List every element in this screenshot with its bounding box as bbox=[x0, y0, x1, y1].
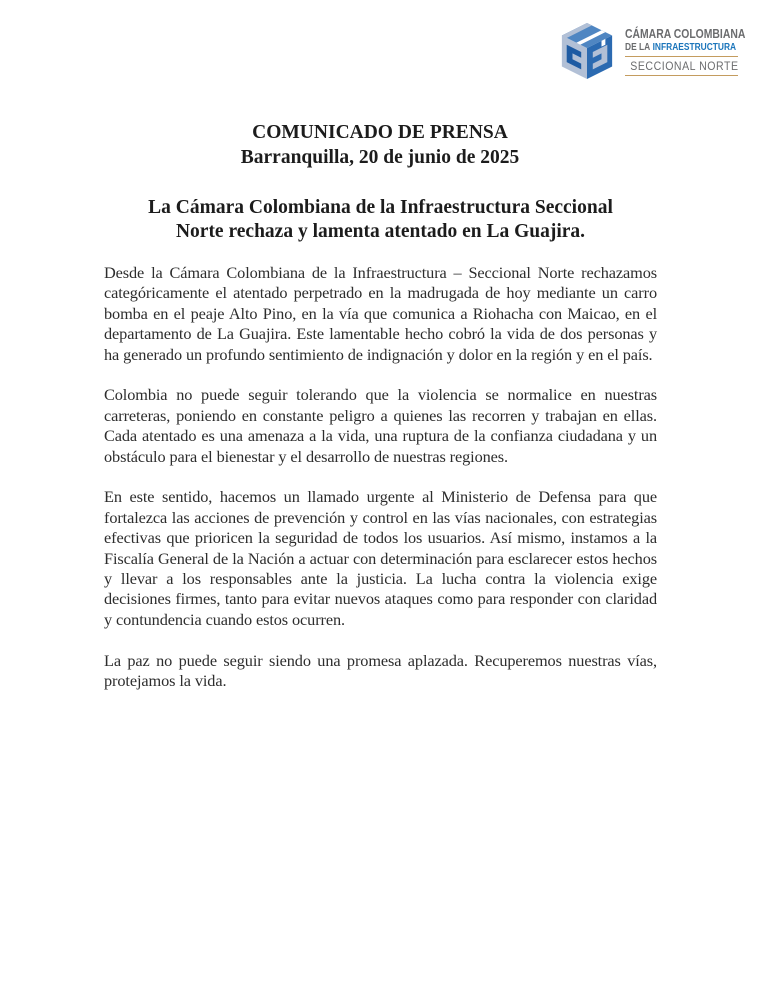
subtitle-line-2: Norte rechaza y lamenta atentado en La Guajira. bbox=[175, 220, 586, 242]
logo-wordmark bbox=[625, 25, 746, 76]
document-body bbox=[104, 263, 657, 712]
logo-divider-bottom bbox=[625, 75, 738, 76]
logo-divider-top bbox=[625, 56, 738, 57]
paragraph-attack-rejection: Desde la Cámara Colombiana de la Infraestructura – Seccional Norte rechazamos categóricamente el atentado perpetrado en la madrugada de hoy mediante un carro bomba en el peaje Alto Pino, en la vía que comunica a Riohacha con Maicao, en el departamento de La Guajira. Este lamentable hecho cobró la vida de dos personas y ha generado un profundo sentimiento de indignación y dolor en la región y en el país. bbox=[104, 263, 657, 364]
logo-org-name-line2 bbox=[625, 40, 737, 53]
logo-infraestructura-text: INFRAESTRUCTURA bbox=[652, 40, 737, 53]
title-line-comunicado: COMUNICADO DE PRENSA bbox=[252, 122, 508, 143]
logo-seccional-norte-text: SECCIONAL NORTE bbox=[630, 58, 739, 73]
paragraph-closing-message: La paz no puede seguir siendo una promesa aplazada. Recuperemos nuestras vías, protejamos la vida. bbox=[104, 650, 657, 691]
cci-cube-icon bbox=[558, 21, 616, 81]
paragraph-call-to-authorities: En este sentido, hacemos un llamado urgente al Ministerio de Defensa para que fortalezca las acciones de prevención y control en las vías nacionales, con estrategias efectivas que prioricen la seguridad de todos los usuarios. Así mismo, instamos a la Fiscalía General de la Nación a actuar con determinación para esclarecer estos hechos y llevar a los responsables ante la justicia. La lucha contra la violencia exige decisiones firmes, tanto para evitar nuevos ataques como para responder con claridad y contundencia cuando estos ocurren. bbox=[104, 487, 657, 629]
logo-org-name-line1: CÁMARA COLOMBIANA bbox=[625, 25, 746, 41]
cci-logo bbox=[558, 21, 746, 81]
document-title bbox=[0, 121, 760, 170]
title-line-date: Barranquilla, 20 de junio de 2025 bbox=[240, 146, 520, 168]
document-subtitle bbox=[104, 196, 657, 243]
paragraph-violence-normalization: Colombia no puede seguir tolerando que la violencia se normalice en nuestras carreteras, poniendo en constante peligro a quienes las recorren y trabajan en ellas. Cada atentado es una amenaza a la vida, una ruptura de la confianza ciudadana y un obstáculo para el bienestar y el desarrollo de nuestras regiones. bbox=[104, 385, 657, 466]
logo-de-la-text: DE LA bbox=[625, 40, 651, 53]
subtitle-line-1: La Cámara Colombiana de la Infraestructura Seccional bbox=[148, 197, 613, 218]
